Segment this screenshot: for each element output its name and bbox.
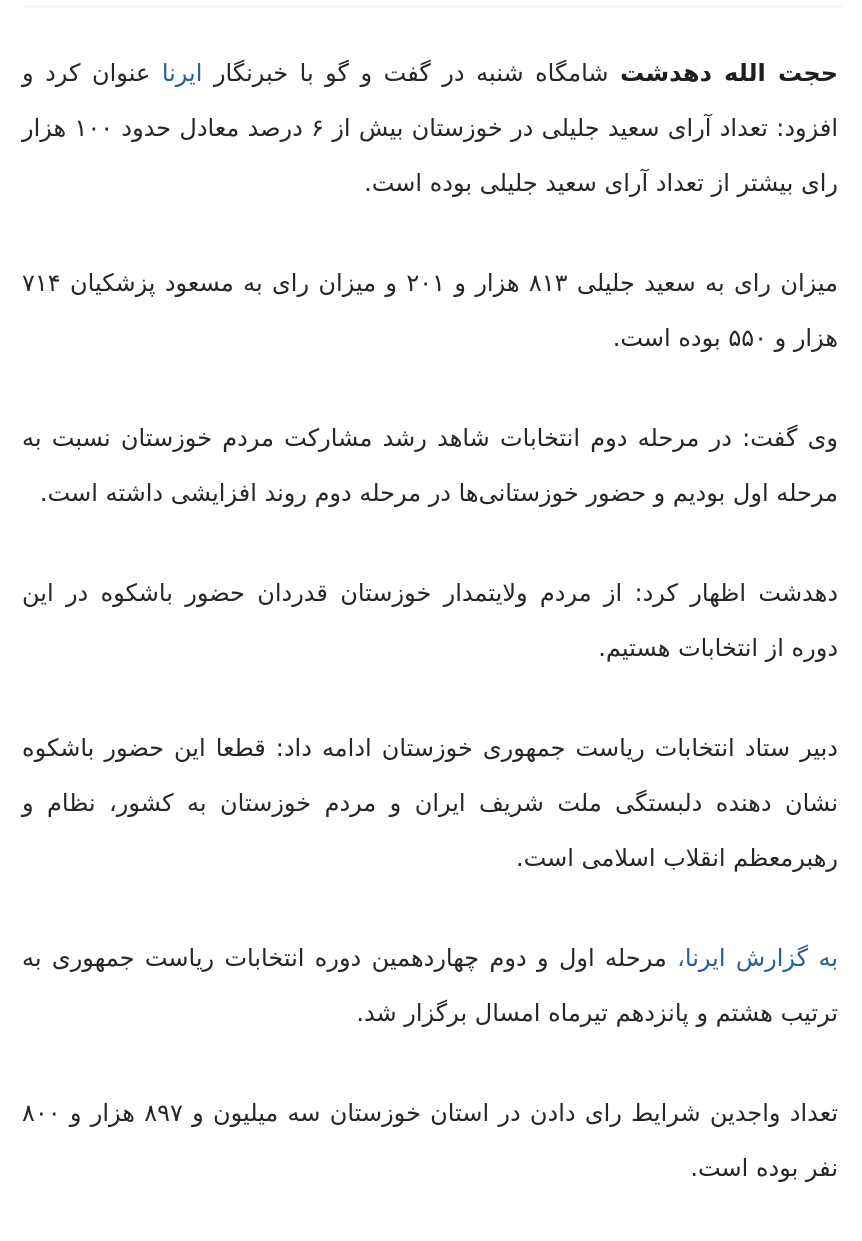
paragraph-7: تعداد واجدین شرایط رای دادن در استان خوزستان سه میلیون و ۸۹۷ هزار و ۸۰۰ نفر بوده است. xyxy=(22,1099,838,1182)
lead-name: حجت الله دهدشت xyxy=(620,59,838,87)
article-body xyxy=(22,46,838,1241)
top-divider xyxy=(24,0,842,7)
paragraph-6 xyxy=(22,931,838,1041)
paragraph-4: دهدشت اظهار کرد: از مردم ولایتمدار خوزستان قدردان حضور باشکوه در این دوره از انتخابات هستیم. xyxy=(22,579,838,662)
paragraph-6-text: مرحله اول و دوم چهاردهمین دوره انتخابات ریاست جمهوری به ترتیب هشتم و پانزدهم تیرماه امسال برگزار شد. xyxy=(22,944,838,1027)
paragraph-1 xyxy=(22,46,838,211)
paragraph-2: میزان رای به سعید جلیلی ۸۱۳ هزار و ۲۰۱ و میزان رای به مسعود پزشکیان ۷۱۴ هزار و ۵۵۰ بوده است. xyxy=(22,269,839,352)
paragraph-1-text-a: شامگاه شنبه در گفت و گو با خبرنگار xyxy=(202,59,621,87)
paragraph-3: وی گفت: در مرحله دوم انتخابات شاهد رشد مشارکت مردم خوزستان نسبت به مرحله اول بودیم و حضور خوزستانی‌ها در مرحله دوم روند افزایشی داشته است. xyxy=(22,424,838,507)
irna-link[interactable]: ایرنا xyxy=(161,59,203,87)
paragraph-1-text-b: عنوان کرد و افزود: تعداد آرای سعید جلیلی در خوزستان بیش از ۶ درصد معادل حدود ۱۰۰ هزار رای بیشتر از تعداد آرای سعید جلیلی بوده است. xyxy=(22,59,838,197)
paragraph-5: دبیر ستاد انتخابات ریاست جمهوری خوزستان ادامه داد: قطعا این حضور باشکوه نشان دهنده دلبستگی ملت شریف ایران و مردم خوزستان به کشور، نظام و رهبرمعظم انقلاب اسلامی است. xyxy=(22,734,838,872)
irna-report-link[interactable]: به گزارش ایرنا، xyxy=(677,944,839,972)
